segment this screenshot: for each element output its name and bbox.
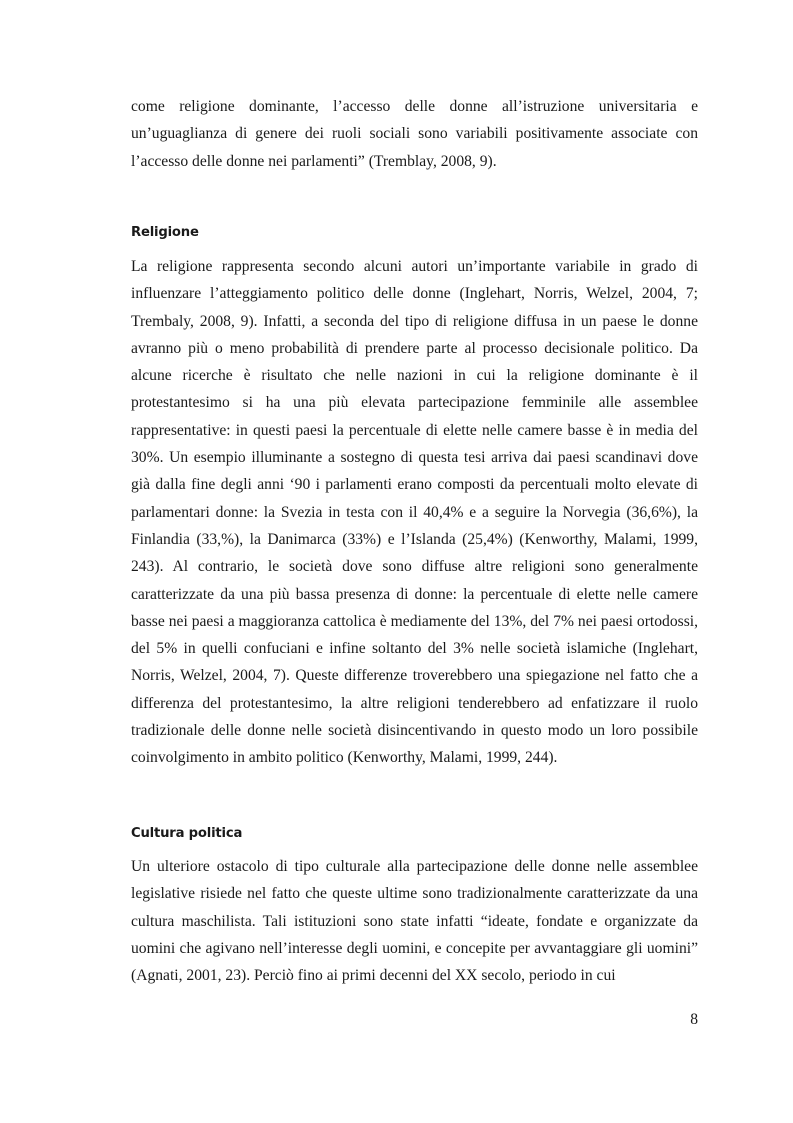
- page-number: 8: [690, 1011, 698, 1028]
- section-heading-cultura-politica: Cultura politica: [131, 826, 243, 841]
- intro-paragraph: come religione dominante, l’accesso delle donne all’istruzione universitaria e un’uguaglianza di genere dei ruoli sociali sono variabili positivamente associate con l’accesso delle donne nei parlamenti” (Tremblay, 2008, 9).: [131, 98, 698, 170]
- section-paragraph-cultura-politica: Un ulteriore ostacolo di tipo culturale alla partecipazione delle donne nelle assemblee legislative risiede nel fatto che queste ultime sono tradizionalmente caratterizzate da una cultura maschilista. Tali istituzioni sono state infatti “ideate, fondate e organizzate da uomini che agivano nell’interesse degli uomini, e concepite per avvantaggiare gli uomini” (Agnati, 2001, 23). Perciò fino ai primi decenni del XX secolo, periodo in cui: [131, 858, 698, 985]
- section-heading-religione: Religione: [131, 225, 199, 240]
- section-paragraph-religione: La religione rappresenta secondo alcuni autori un’importante variabile in grado di influenzare l’atteggiamento politico delle donne (Inglehart, Norris, Welzel, 2004, 7; Trembaly, 2008, 9). Infatti, a seconda del tipo di religione diffusa in un paese le donne avranno più o meno probabilità di prendere parte al processo decisionale politico. Da alcune ricerche è risultato che nelle nazioni in cui la religione dominante è il protestantesimo si ha una più elevata partecipazione femminile alle assemblee rappresentative: in questi paesi la percentuale di elette nelle camere basse è in media del 30%. Un esempio illuminante a sostegno di questa tesi arriva dai paesi scandinavi dove già dalla fine degli anni ‘90 i parlamenti erano composti da percentuali molto elevate di parlamentari donne: la Svezia in testa con il 40,4% e a seguire la Norvegia (36,6%), la Finlandia (33,%), la Danimarca (33%) e l’Islanda (25,4%) (Kenworthy, Malami, 1999, 243). Al contrario, le società dove sono diffuse altre religioni sono generalmente caratterizzate da una più bassa presenza di donne: la percentuale di elette nelle camere basse nei paesi a maggioranza cattolica è mediamente del 13%, del 7% nei paesi ortodossi, del 5% in quelli confuciani e infine soltanto del 3% nelle società islamiche (Inglehart, Norris, Welzel, 2004, 7). Queste differenze troverebbero una spiegazione nel fatto che a differenza del protestantesimo, la altre religioni tenderebbero ad enfatizzare il ruolo tradizionale delle donne nelle società disincentivando in questo modo un loro possibile coinvolgimento in ambito politico (Kenworthy, Malami, 1999, 244).: [131, 258, 698, 767]
